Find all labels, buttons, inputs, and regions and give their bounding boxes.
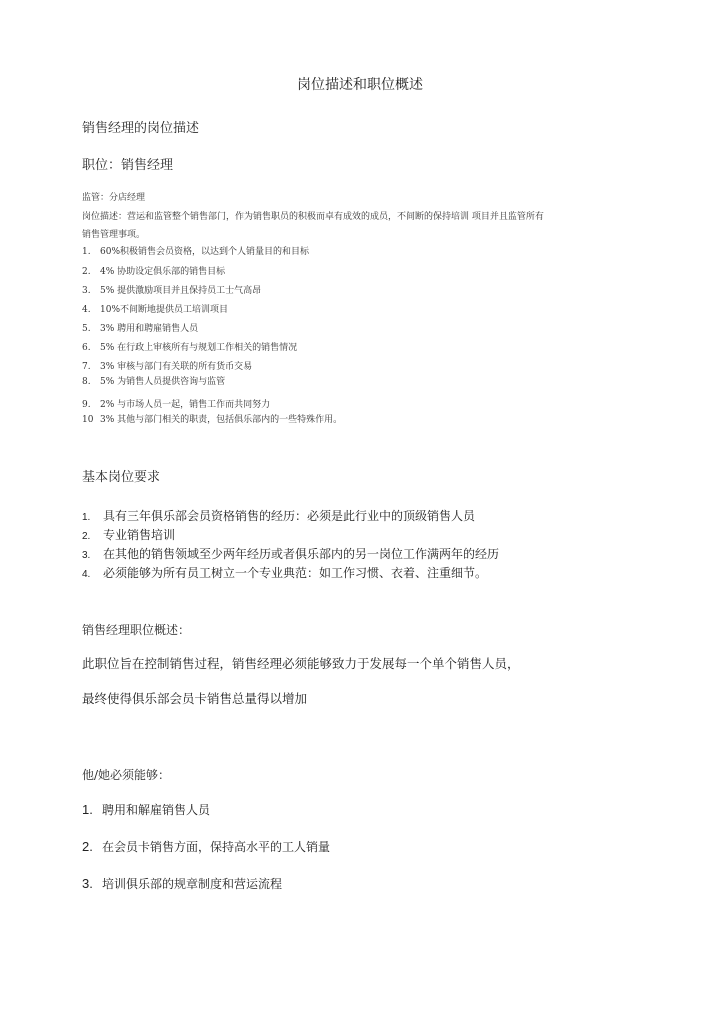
ability-item: [82, 838, 330, 855]
requirement-text: 专业销售培训: [103, 528, 176, 542]
section-heading-basic-requirements: 基本岗位要求: [82, 470, 161, 485]
duty-text: 2% 与市场人员一起，销售工作而共同努力: [100, 400, 271, 410]
requirement-text: 在其他的销售领域至少两年经历或者俱乐部内的另一岗位工作满两年的经历: [103, 547, 500, 561]
section-heading-must-be-able: 他/她必须能够：: [82, 768, 171, 782]
job-description-line-1: 岗位描述：营运和监管整个销售部门，作为销售职员的积极而卓有成效的成员，不间断的保持培训 项目并且监管所有: [82, 212, 544, 222]
duty-number: 6.: [82, 343, 91, 353]
duty-text: 3% 聘用和聘雇销售人员: [100, 324, 199, 334]
requirement-number: 4.: [82, 569, 91, 580]
duty-item: [82, 359, 252, 372]
document-title: 岗位描述和职位概述: [297, 77, 423, 93]
duty-item: [82, 397, 270, 410]
duty-text: 3% 其他与部门相关的职责，包括俱乐部内的一些特殊作用。: [100, 415, 343, 425]
ability-item: [82, 875, 282, 892]
requirement-text: 必须能够为所有员工树立一个专业典范：如工作习惯、衣着、注重细节。: [103, 566, 488, 580]
ability-text: 在会员卡销售方面，保持高水平的工人销量: [102, 840, 331, 854]
duty-text: 5% 在行政上审核所有与规划工作相关的销售情况: [100, 343, 298, 353]
ability-text: 聘用和解雇销售人员: [102, 803, 211, 817]
duty-item: [82, 264, 225, 277]
duty-item: [82, 412, 342, 425]
section-heading-position-overview: 销售经理职位概述：: [82, 623, 191, 637]
job-description-line-2: 销售管理事项。: [82, 230, 146, 240]
requirement-text: 具有三年俱乐部会员资格销售的经历：必须是此行业中的顶级销售人员: [103, 509, 476, 523]
requirement-number: 3.: [82, 550, 91, 561]
duty-number: 9.: [82, 400, 91, 410]
ability-number: 3.: [82, 876, 93, 891]
requirement-number: 2.: [82, 531, 91, 542]
duty-item: [82, 283, 261, 296]
duty-text: 10%不间断地提供员工培训项目: [100, 305, 229, 315]
duty-item: [82, 374, 225, 387]
requirement-item: [82, 545, 499, 562]
duty-number: 2.: [82, 267, 91, 277]
duty-text: 3% 审核与部门有关联的所有货币交易: [100, 362, 253, 372]
duty-number: 1.: [82, 247, 91, 257]
duty-item: [82, 340, 297, 353]
ability-text: 培训俱乐部的规章制度和营运流程: [102, 877, 283, 891]
section-heading-job-description: 销售经理的岗位描述: [82, 121, 200, 136]
duty-number: 4.: [82, 305, 91, 315]
overview-line-2: 最终使得俱乐部会员卡销售总量得以增加: [82, 691, 308, 706]
requirement-item: [82, 507, 475, 524]
duty-text: 60%积极销售会员资格，以达到个人销量目的和目标: [100, 247, 310, 257]
overview-line-1: 此职位旨在控制销售过程，销售经理必须能够致力于发展每一个单个销售人员，: [82, 656, 520, 671]
duty-number: 7.: [82, 362, 91, 372]
position-line: 职位：销售经理: [82, 158, 174, 173]
duty-item: [82, 321, 198, 334]
duty-number: 8.: [82, 377, 91, 387]
duty-number: 10: [82, 415, 94, 425]
requirement-number: 1.: [82, 512, 91, 523]
duty-item: [82, 244, 309, 257]
requirement-item: [82, 526, 175, 543]
duty-item: [82, 302, 228, 315]
duty-text: 5% 为销售人员提供咨询与监管: [100, 377, 226, 387]
ability-number: 2.: [82, 839, 93, 854]
ability-number: 1.: [82, 802, 93, 817]
supervisor-line: 监管：分店经理: [82, 193, 146, 203]
duty-number: 5.: [82, 324, 91, 334]
duty-number: 3.: [82, 286, 91, 296]
ability-item: [82, 801, 210, 818]
duty-text: 5% 提供激励项目并且保持员工士气高昂: [100, 286, 262, 296]
requirement-item: [82, 564, 487, 581]
duty-text: 4% 协助设定俱乐部的销售目标: [100, 267, 226, 277]
